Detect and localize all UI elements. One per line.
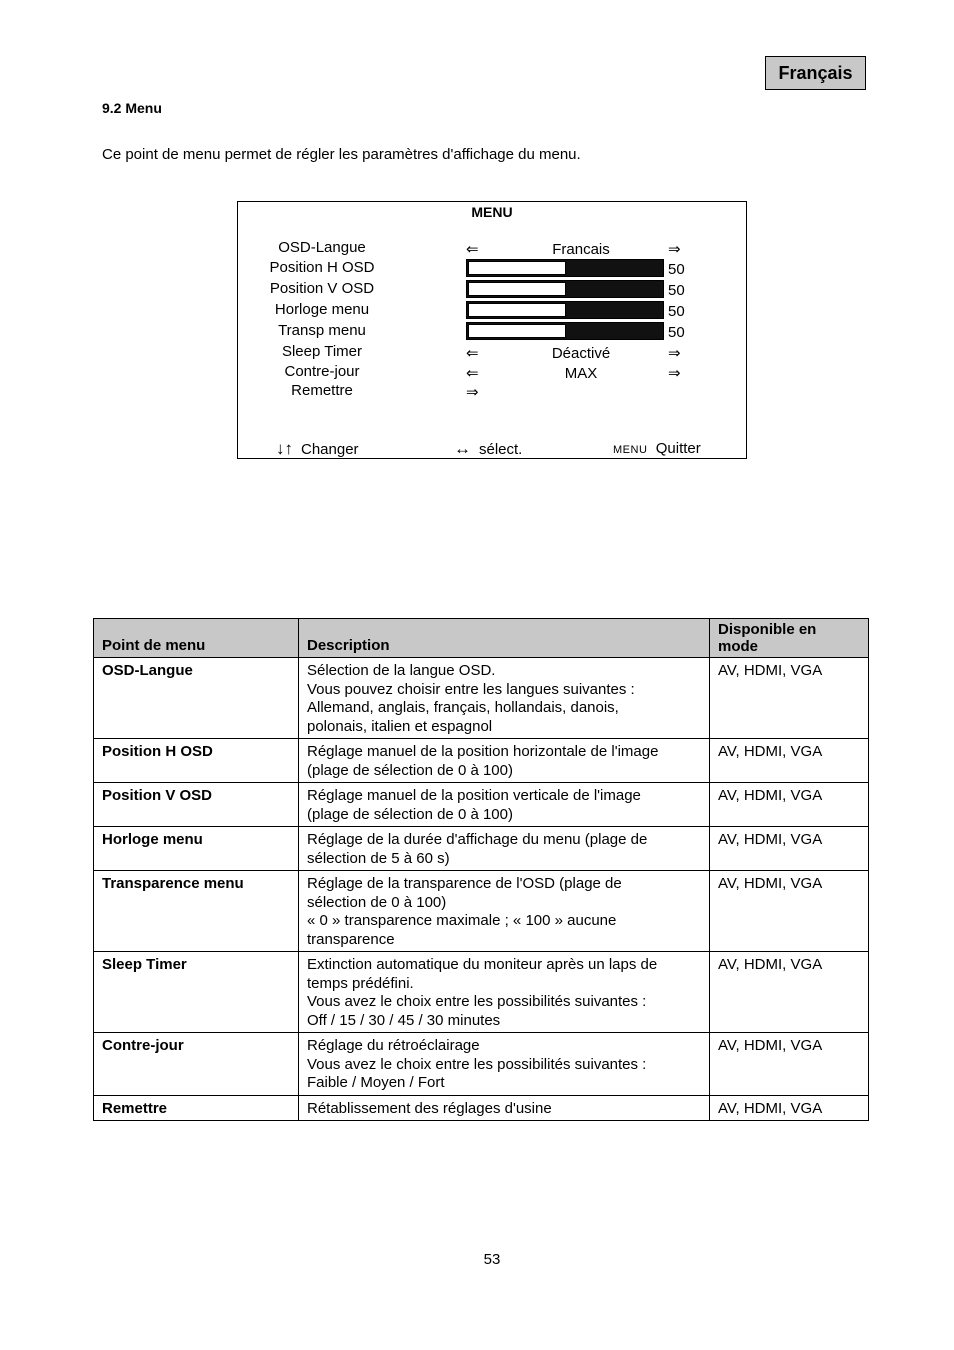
table-cell-item: Sleep Timer	[94, 952, 299, 1033]
osd-slider-level	[468, 261, 566, 275]
description-line: Vous pouvez choisir entre les langues suivantes :	[307, 680, 635, 698]
description-line: Off / 15 / 30 / 45 / 30 minutes	[307, 1011, 501, 1029]
description-line: Extinction automatique du moniteur après un laps de	[307, 956, 658, 973]
description-line: (plage de sélection de 0 à 100)	[307, 805, 513, 823]
description-line: transparence	[307, 930, 395, 948]
osd-footer-menu-key: MENU	[613, 444, 648, 456]
table-cell-item: Position V OSD	[94, 783, 299, 827]
table-row	[94, 871, 869, 952]
osd-footer-select-label: sélect.	[479, 441, 523, 458]
left-double-arrow-icon: ⇐	[466, 241, 479, 258]
osd-slider-bar	[466, 280, 664, 298]
description-line: Allemand, anglais, français, hollandais, danois,	[307, 699, 619, 716]
table-cell-item: Contre-jour	[94, 1033, 299, 1096]
description-line: Vous avez le choix entre les possibilités suivantes :	[307, 1055, 647, 1073]
table-cell-item: Transparence menu	[94, 871, 299, 952]
table-header-description: Description	[299, 619, 710, 658]
osd-footer-quit	[613, 440, 701, 459]
osd-row-label: Remettre	[291, 382, 353, 399]
table-row	[94, 658, 869, 739]
osd-slider-value: 50	[668, 282, 685, 299]
description-line: Vous avez le choix entre les possibilités suivantes :	[307, 993, 647, 1010]
description-line: « 0 » transparence maximale ; « 100 » aucune	[307, 912, 617, 929]
osd-row-label: Transp menu	[278, 322, 366, 339]
table-cell-description	[299, 783, 710, 827]
description-line: sélection de 0 à 100)	[307, 893, 447, 911]
description-line: Réglage manuel de la position horizontale de l'image	[307, 743, 659, 760]
intro-text: Ce point de menu permet de régler les paramètres d'affichage du menu.	[102, 146, 581, 163]
table-cell-description	[299, 871, 710, 952]
osd-row-label: Position V OSD	[269, 280, 375, 297]
osd-option-value: Francais	[552, 241, 610, 258]
description-line: sélection de 5 à 60 s)	[307, 849, 450, 867]
page-number: 53	[483, 1251, 501, 1268]
right-double-arrow-icon: ⇒	[668, 365, 681, 382]
osd-row-label: OSD-Langue	[278, 239, 366, 256]
table-cell-description	[299, 1033, 710, 1096]
left-double-arrow-icon: ⇐	[466, 365, 479, 382]
description-line: Sélection de la langue OSD.	[307, 662, 496, 679]
table-cell-description	[299, 1095, 710, 1121]
table-cell-mode: AV, HDMI, VGA	[710, 952, 869, 1033]
right-double-arrow-icon: ⇒	[466, 384, 479, 401]
table-cell-item: Horloge menu	[94, 827, 299, 871]
table-cell-description	[299, 658, 710, 739]
osd-slider-bar	[466, 301, 664, 319]
table-cell-mode: AV, HDMI, VGA	[710, 1033, 869, 1096]
description-line: polonais, italien et espagnol	[307, 717, 493, 735]
osd-menu-illustration	[237, 201, 747, 459]
osd-slider-value: 50	[668, 303, 685, 320]
left-double-arrow-icon: ⇐	[466, 345, 479, 362]
table-cell-mode: AV, HDMI, VGA	[710, 827, 869, 871]
table-cell-item: OSD-Langue	[94, 658, 299, 739]
osd-slider-level	[468, 324, 566, 338]
up-down-arrow-icon: ↓↑	[276, 439, 293, 458]
right-double-arrow-icon: ⇒	[668, 241, 681, 258]
description-line: Réglage de la transparence de l'OSD (plage de	[307, 875, 622, 892]
table-cell-description	[299, 827, 710, 871]
osd-menu-title: MENU	[471, 204, 513, 220]
table-header-item: Point de menu	[94, 619, 299, 658]
osd-footer-quit-label: Quitter	[655, 440, 701, 457]
table-row	[94, 1095, 869, 1121]
section-heading: 9.2 Menu	[102, 100, 162, 116]
table-header-mode: Disponible en mode	[710, 619, 869, 658]
table-cell-mode: AV, HDMI, VGA	[710, 871, 869, 952]
left-right-arrow-icon: ↔	[454, 439, 471, 458]
table-cell-mode: AV, HDMI, VGA	[710, 658, 869, 739]
osd-row-label: Sleep Timer	[281, 343, 363, 360]
description-line: Faible / Moyen / Fort	[307, 1074, 445, 1091]
language-badge: Français	[765, 56, 866, 90]
description-line: (plage de sélection de 0 à 100)	[307, 761, 513, 779]
description-line: Réglage de la durée d'affichage du menu (plage de	[307, 831, 648, 848]
table-header-row	[94, 619, 869, 658]
table-cell-mode: AV, HDMI, VGA	[710, 739, 869, 783]
table-row	[94, 1033, 869, 1096]
osd-slider-level	[468, 282, 566, 296]
table-cell-item: Position H OSD	[94, 739, 299, 783]
osd-footer-change	[276, 440, 359, 459]
osd-row-label: Horloge menu	[274, 301, 370, 318]
description-line: Réglage du rétroéclairage	[307, 1037, 480, 1054]
description-line: temps prédéfini.	[307, 974, 414, 992]
table-row	[94, 827, 869, 871]
table-cell-mode: AV, HDMI, VGA	[710, 1095, 869, 1121]
osd-footer-change-label: Changer	[301, 441, 359, 458]
menu-items-table	[93, 618, 869, 1121]
osd-slider-value: 50	[668, 324, 685, 341]
table-cell-mode: AV, HDMI, VGA	[710, 783, 869, 827]
osd-slider-value: 50	[668, 261, 685, 278]
osd-row-label: Position H OSD	[269, 259, 375, 276]
table-cell-item: Remettre	[94, 1095, 299, 1121]
osd-slider-bar	[466, 322, 664, 340]
table-row	[94, 739, 869, 783]
description-line: Rétablissement des réglages d'usine	[307, 1099, 552, 1117]
table-cell-description	[299, 952, 710, 1033]
osd-slider-level	[468, 303, 566, 317]
right-double-arrow-icon: ⇒	[668, 345, 681, 362]
osd-row-label: Contre-jour	[284, 363, 360, 380]
osd-option-value: MAX	[564, 365, 598, 382]
table-row	[94, 783, 869, 827]
description-line: Réglage manuel de la position verticale de l'image	[307, 787, 641, 804]
osd-option-value: Déactivé	[551, 345, 611, 362]
osd-slider-bar	[466, 259, 664, 277]
table-row	[94, 952, 869, 1033]
table-cell-description	[299, 739, 710, 783]
osd-footer-select	[454, 440, 522, 459]
